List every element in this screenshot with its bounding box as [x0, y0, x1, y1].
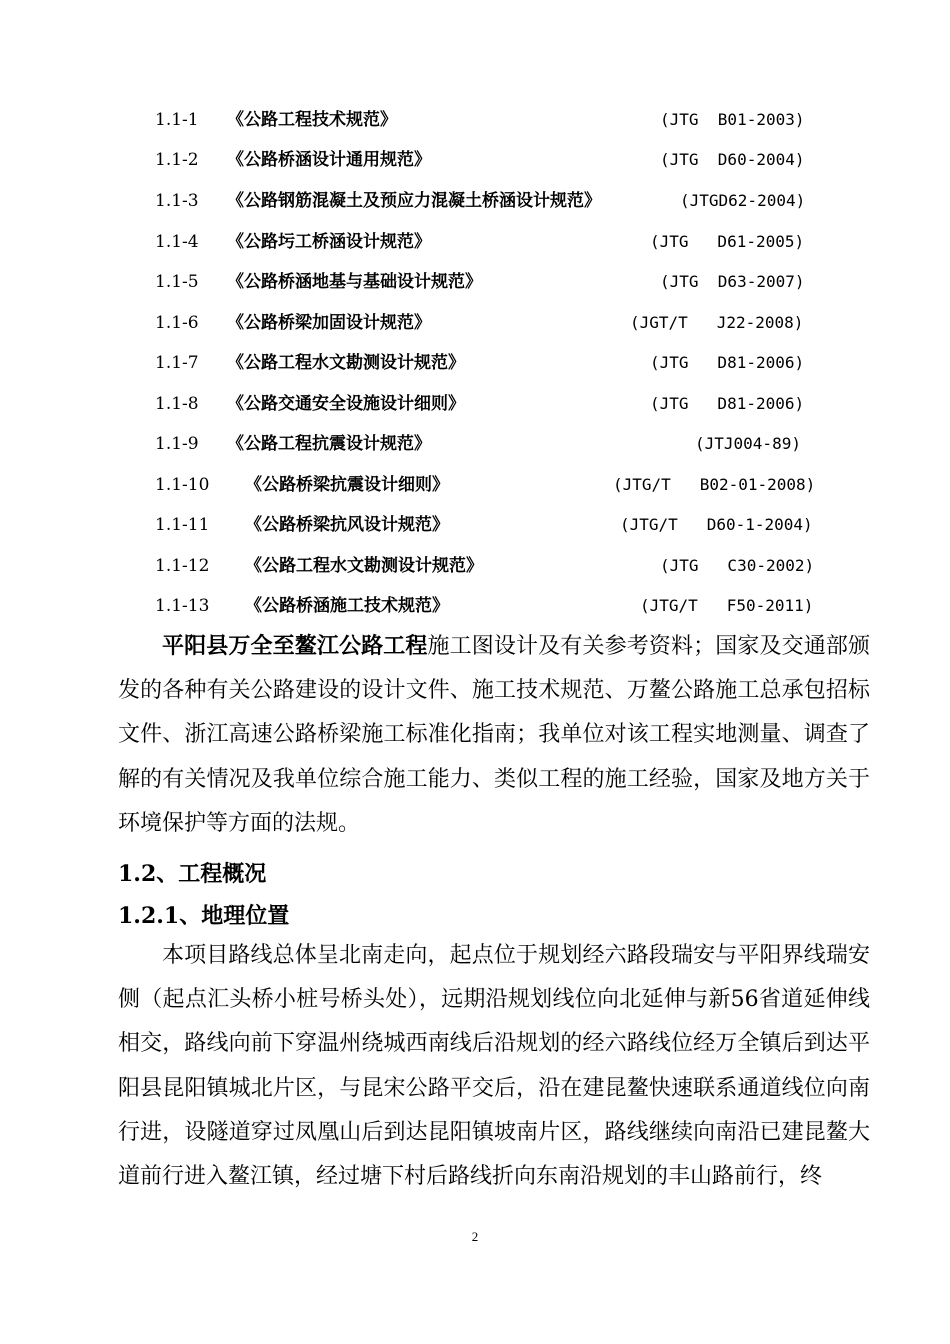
page-number: 2: [471, 1229, 479, 1244]
reference-number: 1.1-4: [155, 232, 199, 252]
reference-number: 1.1-5: [155, 272, 199, 292]
reference-code: (JTG D63-2007): [660, 272, 805, 291]
reference-code: (JTG D81-2006): [650, 394, 805, 413]
reference-number: 1.1-13: [155, 596, 210, 616]
basis-text: 施工图设计及有关参考资料；国家及交通部颁发的各种有关公路建设的设计文件、施工技术规范、万鳌公路施工总承包招标文件、浙江高速公路桥梁施工标准化指南；我单位对该工程实地测量、调查了解的有关情况及我单位综合施工能力、类似工程的施工经验，国家及地方关于环境保护等方面的法规。: [118, 634, 870, 836]
reference-number: 1.1-10: [155, 475, 210, 495]
reference-number: 1.1-6: [155, 313, 199, 333]
reference-number: 1.1-3: [155, 191, 199, 211]
reference-item: [155, 145, 835, 175]
project-name: 平阳县万全至鳌江公路工程: [162, 633, 428, 659]
reference-item: [155, 348, 835, 378]
reference-item: [155, 105, 835, 135]
reference-number: 1.1-8: [155, 394, 199, 414]
reference-title: 《公路圬工桥涵设计规范》: [227, 232, 431, 252]
reference-item: [155, 551, 835, 581]
reference-code: (JTG B01-2003): [660, 110, 805, 129]
reference-code: (JTG D81-2006): [650, 353, 805, 372]
reference-title: 《公路工程抗震设计规范》: [227, 434, 431, 454]
reference-title: 《公路桥梁加固设计规范》: [227, 313, 431, 333]
reference-number: 1.1-9: [155, 434, 199, 454]
reference-code: (JTG/T B02-01-2008): [613, 475, 816, 494]
reference-number: 1.1-2: [155, 150, 199, 170]
basis-paragraph: [118, 624, 870, 846]
reference-title: 《公路工程技术规范》: [227, 110, 397, 130]
reference-item: [155, 470, 835, 500]
reference-item: [155, 591, 835, 621]
reference-code: (JTG/T D60-1-2004): [620, 515, 813, 534]
reference-code: (JTJ004-89): [695, 434, 801, 453]
reference-title: 《公路桥涵地基与基础设计规范》: [227, 272, 482, 292]
reference-code: (JTG/T F50-2011): [640, 596, 814, 615]
reference-number: 1.1-11: [155, 515, 210, 535]
reference-title: 《公路交通安全设施设计细则》: [227, 394, 465, 414]
reference-code: (JTG D60-2004): [660, 150, 805, 169]
section-heading-overview: 1.2、工程概况: [118, 861, 267, 887]
reference-title: 《公路钢筋混凝土及预应力混凝土桥涵设计规范》: [227, 191, 601, 211]
reference-code: (JGT/T J22-2008): [630, 313, 804, 332]
reference-code: (JTG C30-2002): [660, 556, 815, 575]
reference-title: 《公路工程水文勘测设计规范》: [245, 556, 483, 576]
reference-title: 《公路桥梁抗风设计规范》: [245, 515, 449, 535]
reference-title: 《公路桥涵施工技术规范》: [245, 596, 449, 616]
reference-item: [155, 186, 835, 216]
reference-item: [155, 389, 835, 419]
reference-title: 《公路桥涵设计通用规范》: [227, 150, 431, 170]
reference-item: [155, 267, 835, 297]
reference-title: 《公路桥梁抗震设计细则》: [245, 475, 449, 495]
location-paragraph: 本项目路线总体呈北南走向，起点位于规划经六路段瑞安与平阳界线瑞安侧（起点汇头桥小桩号桥头处），远期沿规划线位向北延伸与新56省道延伸线相交，路线向前下穿温州绕城西南线后沿规划的经六路线位经万全镇后到达平阳县昆阳镇城北片区，与昆宋公路平交后，沿在建昆鳌快速联系通道线位向南行进，设隧道穿过凤凰山后到达昆阳镇坡南片区，路线继续向南沿已建昆鳌大道前行进入鳌江镇，经过塘下村后路线折向东南沿规划的丰山路前行，终: [118, 943, 870, 1190]
reference-number: 1.1-1: [155, 110, 199, 130]
reference-title: 《公路工程水文勘测设计规范》: [227, 353, 465, 373]
reference-code: (JTG D61-2005): [650, 232, 805, 251]
reference-item: [155, 510, 835, 540]
reference-number: 1.1-7: [155, 353, 199, 373]
section-heading-location: 1.2.1、地理位置: [118, 903, 290, 929]
reference-item: [155, 429, 835, 459]
reference-code: (JTGD62-2004): [680, 191, 806, 210]
reference-item: [155, 227, 835, 257]
reference-number: 1.1-12: [155, 556, 210, 576]
reference-item: [155, 308, 835, 338]
